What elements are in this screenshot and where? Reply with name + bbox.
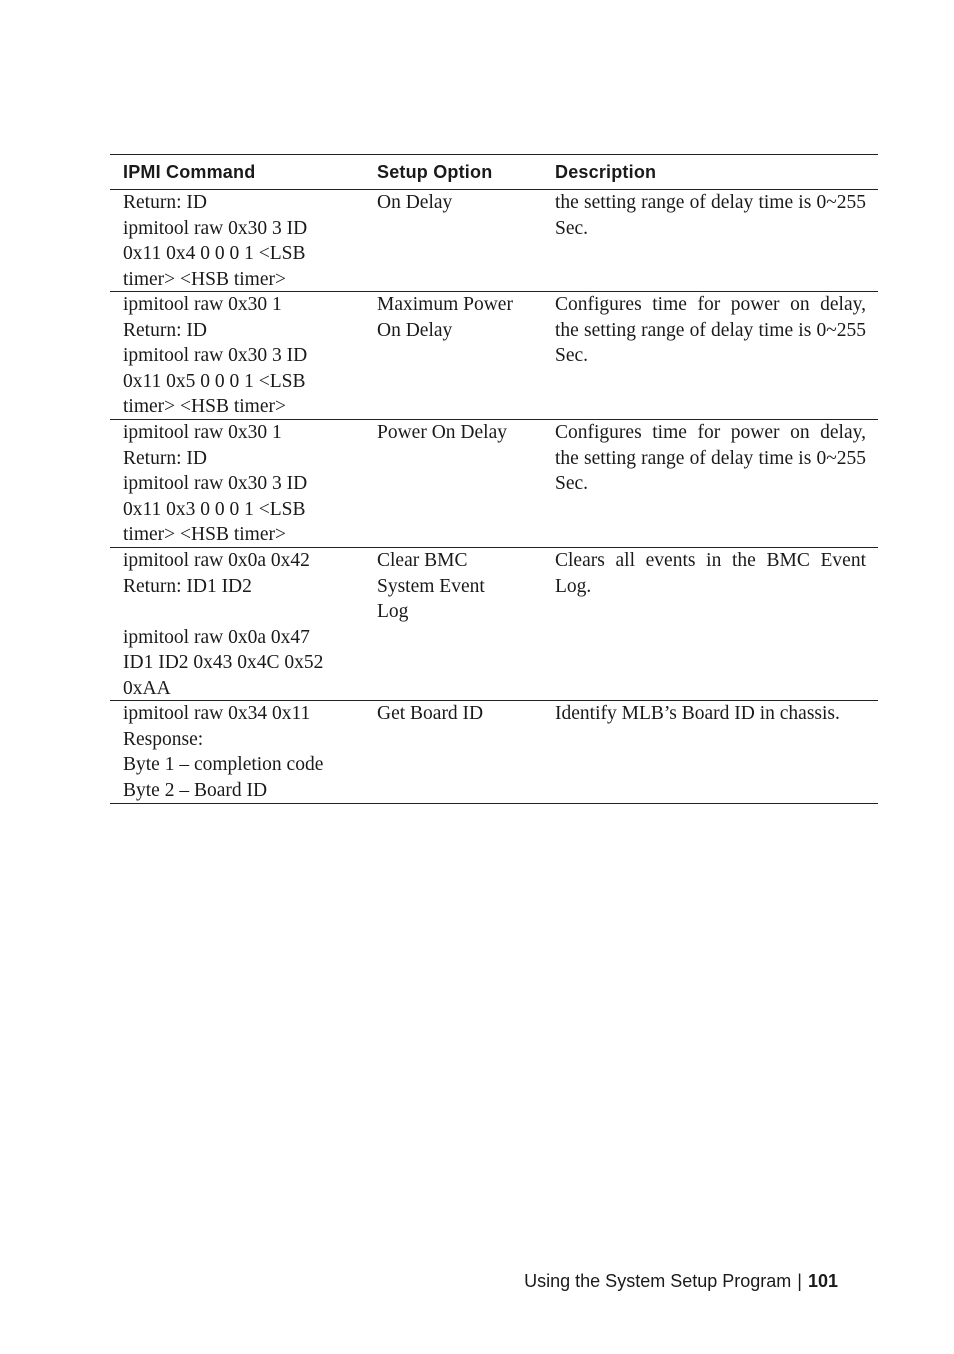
table-row — [110, 701, 878, 803]
description-text: Identify MLB’s Board ID in chassis. — [555, 703, 840, 724]
command-cell — [110, 701, 364, 803]
command-line: timer> <HSB timer> — [123, 524, 286, 545]
command-line-spacer — [123, 599, 364, 625]
option-cell — [364, 190, 542, 291]
option-cell — [364, 548, 542, 700]
command-cell — [110, 292, 364, 419]
option-line: Power On Delay — [377, 422, 507, 443]
command-line: ipmitool raw 0x0a 0x42 — [123, 550, 310, 571]
command-line: timer> <HSB timer> — [123, 268, 286, 290]
command-line: Response: — [123, 728, 204, 750]
page-footer — [524, 1271, 838, 1292]
description-text: the setting range of delay time is 0~255 Sec. — [555, 192, 866, 239]
option-cell — [364, 701, 542, 803]
description-cell — [542, 292, 878, 419]
command-line: Byte 1 – completion code — [123, 754, 324, 775]
command-line: ipmitool raw 0x0a 0x47 — [123, 626, 310, 648]
table-row — [110, 420, 878, 548]
ipmi-command-table — [110, 154, 878, 804]
command-line: timer> <HSB timer> — [123, 396, 286, 417]
command-line: ipmitool raw 0x30 3 ID — [123, 217, 308, 239]
description-cell — [542, 190, 878, 291]
description-cell — [542, 548, 878, 700]
description-text: Clears all events in the BMC Event Log. — [555, 550, 866, 597]
command-line: 0x11 0x3 0 0 0 1 <LSB — [123, 498, 306, 520]
command-line: ipmitool raw 0x30 1 — [123, 422, 282, 443]
command-line: Return: ID — [123, 447, 207, 469]
description-text: Configures time for power on delay, the setting range of delay time is 0~255 Sec. — [555, 422, 866, 494]
option-line: On Delay — [377, 192, 453, 213]
footer-separator: | — [797, 1271, 802, 1291]
command-line: ipmitool raw 0x30 1 — [123, 294, 282, 315]
option-cell — [364, 292, 542, 419]
footer-section-title: Using the System Setup Program — [524, 1271, 792, 1291]
command-line: Return: ID — [123, 192, 207, 213]
option-line: Get Board ID — [377, 703, 484, 724]
command-line: Return: ID — [123, 319, 207, 341]
header-description: Description — [555, 161, 657, 182]
command-line: 0x11 0x5 0 0 0 1 <LSB — [123, 370, 306, 392]
option-line: On Delay — [377, 319, 453, 341]
command-line: 0xAA — [123, 677, 171, 699]
option-line: System Event — [377, 575, 485, 597]
command-line: 0x11 0x4 0 0 0 1 <LSB — [123, 243, 306, 264]
description-cell — [542, 420, 878, 547]
table-row — [110, 548, 878, 701]
command-line: Byte 2 – Board ID — [123, 779, 268, 801]
command-cell — [110, 548, 364, 700]
option-line: Maximum Power — [377, 294, 513, 315]
command-cell — [110, 190, 364, 291]
command-line: ipmitool raw 0x30 3 ID — [123, 345, 308, 366]
option-line: Log — [377, 601, 409, 622]
description-cell — [542, 701, 878, 803]
page-number: 101 — [807, 1271, 838, 1291]
command-line: ipmitool raw 0x34 0x11 — [123, 703, 311, 724]
table-row — [110, 190, 878, 292]
header-ipmi-command: IPMI Command — [123, 161, 256, 182]
description-text: Configures time for power on delay, the setting range of delay time is 0~255 Sec. — [555, 294, 866, 366]
command-line: ipmitool raw 0x30 3 ID — [123, 473, 308, 494]
table-header — [110, 155, 878, 190]
command-cell — [110, 420, 364, 547]
command-line: ID1 ID2 0x43 0x4C 0x52 — [123, 652, 324, 673]
option-line: Clear BMC — [377, 550, 468, 571]
table-row — [110, 292, 878, 420]
command-line: Return: ID1 ID2 — [123, 575, 252, 597]
option-cell — [364, 420, 542, 547]
header-setup-option: Setup Option — [377, 161, 493, 182]
